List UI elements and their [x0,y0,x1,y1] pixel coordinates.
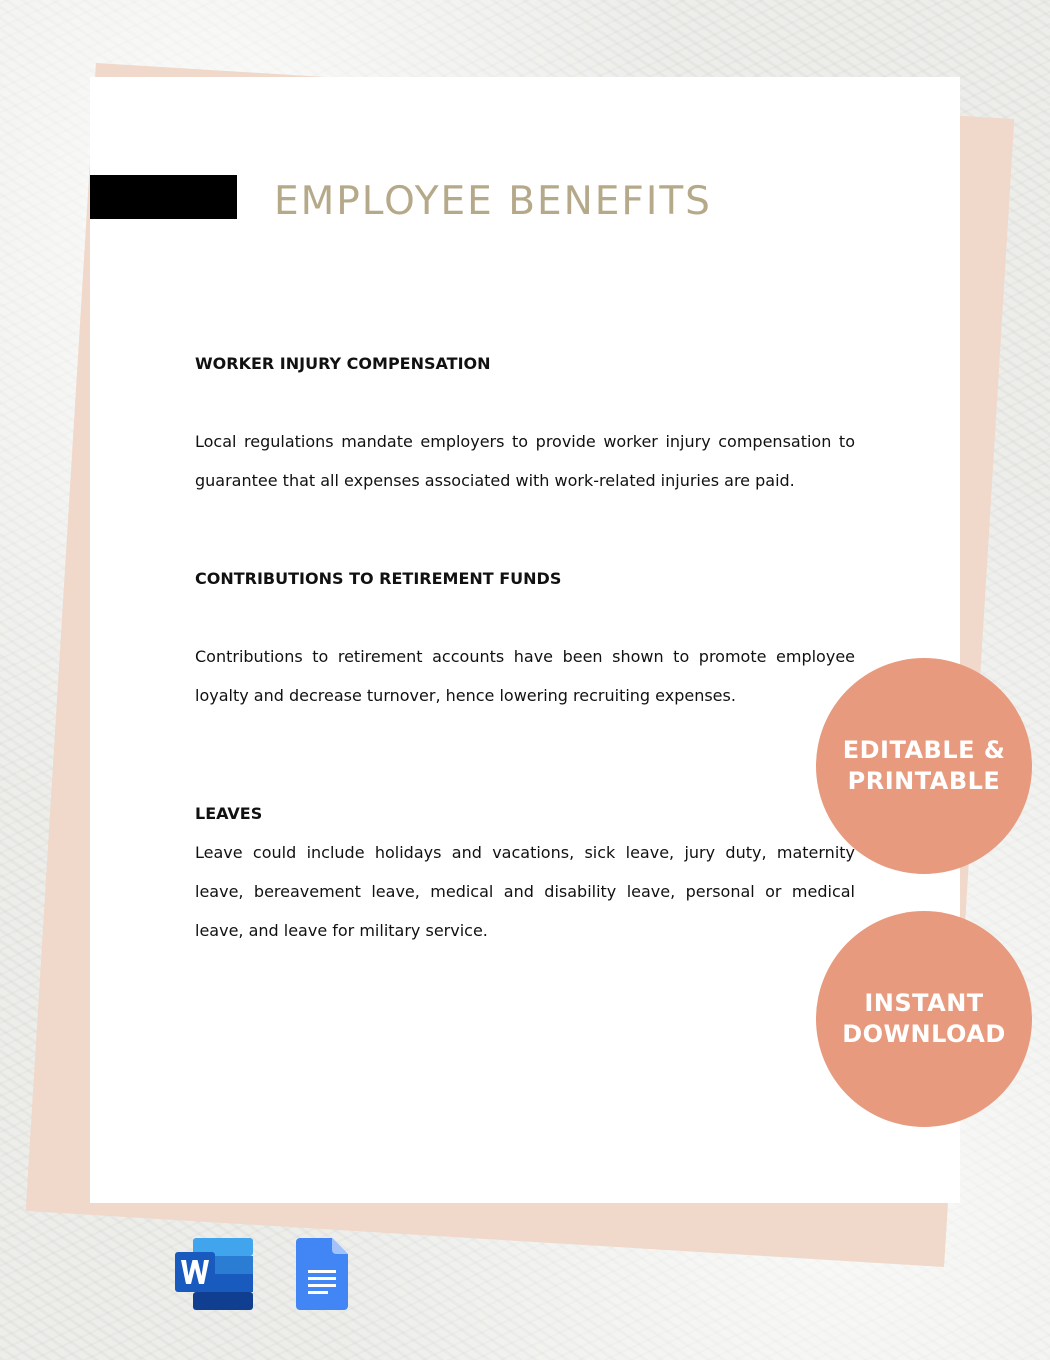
microsoft-word-icon [173,1238,255,1310]
editable-printable-badge [816,658,1032,874]
section-heading-leaves: LEAVES [195,804,263,823]
google-docs-icon [296,1238,348,1310]
document-title: EMPLOYEE BENEFITS [274,179,712,224]
section-heading-injury: WORKER INJURY COMPENSATION [195,354,491,373]
editable-printable-label: EDITABLE & PRINTABLE [842,736,1006,795]
section-body-injury: Local regulations mandate employers to provide worker injury compensation to guarantee that all expenses associated with work-related injuries are paid. [195,432,855,490]
section-heading-retirement: CONTRIBUTIONS TO RETIREMENT FUNDS [195,569,562,588]
section-body-leaves: Leave could include holidays and vacations, sick leave, jury duty, maternity leave, bereavement leave, medical and disability leave, personal or medical leave, and leave for military service. [195,843,855,940]
instant-download-label: INSTANT DOWNLOAD [842,989,1006,1048]
instant-download-badge [816,911,1032,1127]
section-body-retirement: Contributions to retirement accounts have been shown to promote employee loyalty and decrease turnover, hence lowering recruiting expenses. [195,647,855,705]
title-accent-bar [90,175,237,219]
